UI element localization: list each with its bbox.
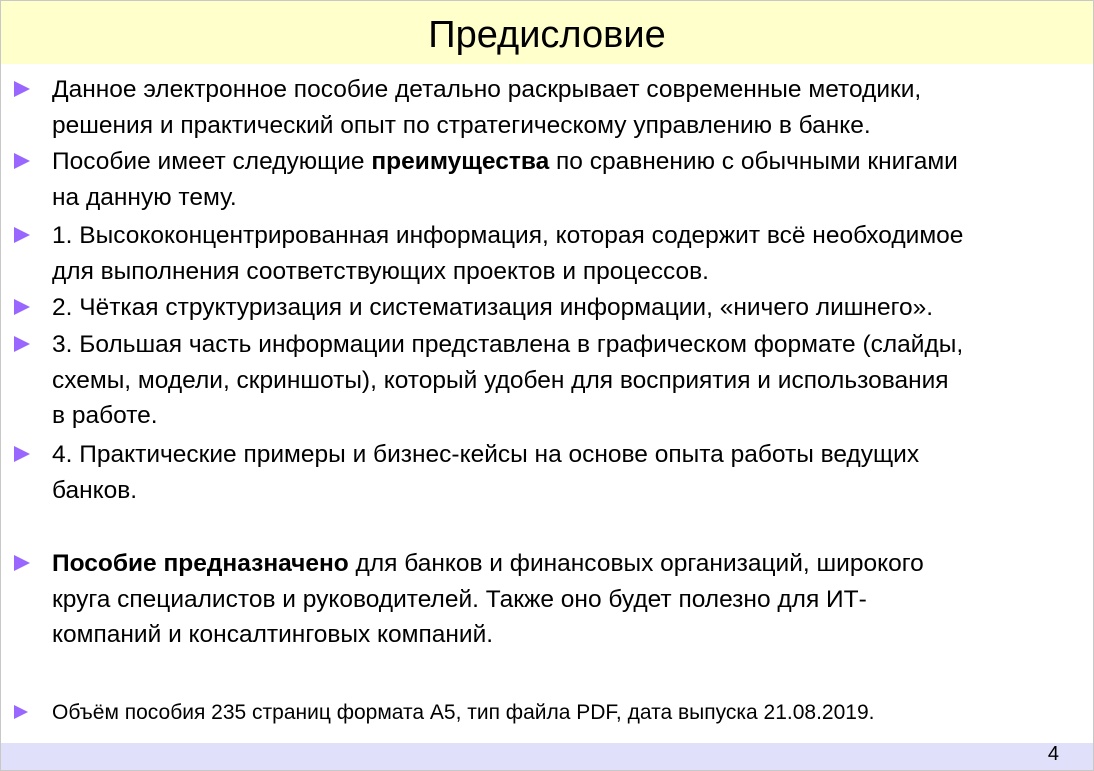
bullet-item [14,72,1084,143]
bullet-text: 3. Большая часть информации представлена в графическом формате (слайды, [52,331,964,358]
bold-text: Пособие предназначено [52,550,349,577]
bullet-arrow-icon [14,81,30,97]
bullet-text: для выполнения соответствующих проектов и процессов. [52,257,709,285]
bullet-text: схемы, модели, скриншоты), который удобен для восприятия и использования [52,366,949,394]
bullet-item [14,698,1084,728]
bullet-text: 2. Чёткая структуризация и систематизация информации, «ничего лишнего». [52,294,934,321]
bullet-text: банков. [52,476,138,504]
bullet-item [14,144,1084,215]
bullet-arrow-icon [14,227,30,243]
slide-title: Предисловие [428,14,666,56]
bullet-arrow-icon [14,299,30,315]
bullet-text [52,546,1084,582]
slide-footer [1,743,1093,770]
text-segment: для банков и финансовых организаций, широкого [348,550,924,577]
bullet-text: круга специалистов и руководителей. Также оно будет полезно для ИТ- [52,585,867,613]
bullet-text: Данное электронное пособие детально раскрывает современные методики, [52,76,922,103]
bullet-text: Объём пособия 235 страниц формата А5, тип файла PDF, дата выпуска 21.08.2019. [52,701,875,724]
text-segment: по сравнению с обычными книгами [549,148,958,175]
bullet-text: 4. Практические примеры и бизнес-кейсы на основе опыта работы ведущих [52,441,920,468]
bullet-arrow-icon [14,555,30,571]
page-number: 4 [1047,743,1059,765]
bullet-text: 1. Высококонцентрированная информация, которая содержит всё необходимое [52,222,964,249]
text-segment: Пособие имеет следующие [52,148,372,175]
bullet-item [14,290,1084,326]
bullet-arrow-icon [14,153,30,169]
bullet-text: на данную тему. [52,183,237,211]
bullet-item [14,546,1084,653]
slide-header [1,1,1093,64]
bullet-item [14,218,1084,289]
bold-text: преимущества [371,148,550,175]
bullet-text: компаний и консалтинговых компаний. [52,621,494,648]
bullet-text: в работе. [52,402,158,429]
bullet-text [52,144,1084,180]
bullet-item [14,437,1084,508]
bullet-item [14,327,1084,434]
bullet-arrow-icon [14,446,30,462]
bullet-arrow-icon [14,336,30,352]
bullet-text: решения и практический опыт по стратегическому управлению в банке. [52,111,871,139]
bullet-arrow-icon [14,705,28,719]
